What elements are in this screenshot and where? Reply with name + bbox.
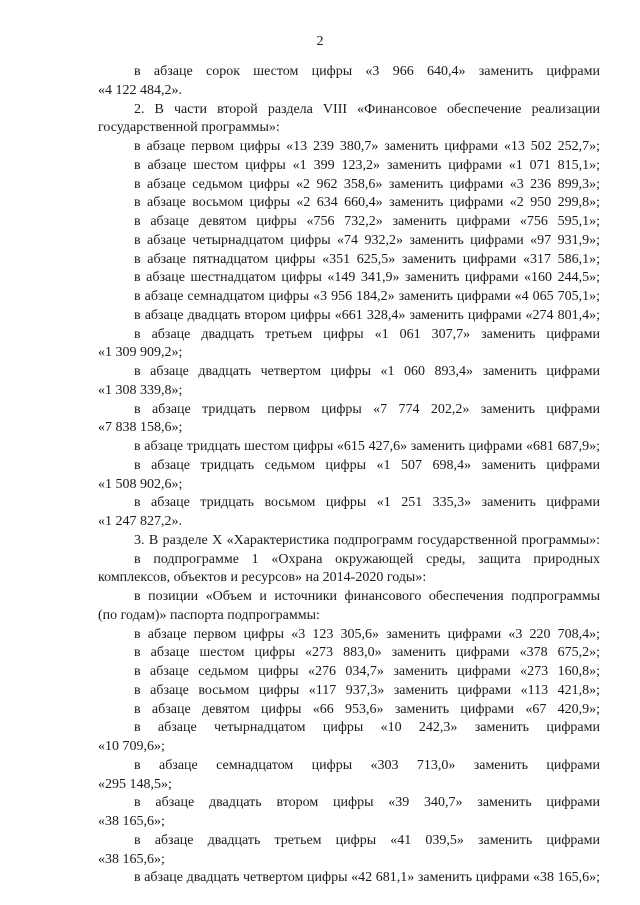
text-line: в абзаце сорок шестом цифры «3 966 640,4» заменить цифрами (134, 64, 600, 79)
text-line: в абзаце тридцать шестом цифры «615 427,6» заменить цифрами «681 687,9»; (134, 439, 600, 454)
text-line: в абзаце тридцать первом цифры «7 774 202,2» заменить цифрами (134, 401, 600, 417)
text-line: (по годам)» паспорта подпрограммы: (98, 607, 320, 623)
text-line: в подпрограмме 1 «Охрана окружающей среды, защита природных (134, 551, 600, 567)
text-line: в абзаце тридцать восьмом цифры «1 251 335,3» заменить цифрами (134, 495, 600, 511)
text-line: «1 308 339,8»; (98, 382, 183, 398)
text-line: «7 838 158,6»; (98, 420, 183, 436)
page-number: 2 (316, 34, 324, 49)
text-line: 3. В разделе X «Характеристика подпрограмм государственной программы»: (134, 532, 600, 548)
text-line: «10 709,6»; (98, 739, 165, 754)
text-line: в абзаце двадцать третьем цифры «1 061 307,7» заменить цифрами (134, 326, 600, 342)
text-line: в абзаце шестом цифры «273 883,0» заменить цифрами «378 675,2»; (134, 645, 600, 661)
text-line: государственной программы»: (98, 120, 280, 136)
text-line: в абзаце четырнадцатом цифры «74 932,2» заменить цифрами «97 931,9»; (134, 232, 600, 248)
text-line: в абзаце седьмом цифры «2 962 358,6» заменить цифрами «3 236 899,3»; (134, 176, 600, 192)
text-line: в абзаце девятом цифры «756 732,2» заменить цифрами «756 595,1»; (134, 214, 600, 229)
text-line: «38 165,6»; (98, 814, 165, 829)
text-line: в позиции «Объем и источники финансового обеспечения подпрограммы (134, 589, 600, 604)
text-line: в абзаце двадцать четвертом цифры «42 681,1» заменить цифрами «38 165,6»; (134, 870, 600, 886)
text-line: в абзаце четырнадцатом цифры «10 242,3» заменить цифрами (134, 720, 600, 736)
text-line: в абзаце двадцать втором цифры «39 340,7» заменить цифрами (134, 795, 600, 811)
text-line: 2. В части второй раздела VIII «Финансовое обеспечение реализации (134, 101, 600, 117)
text-line: в абзаце двадцать втором цифры «661 328,4» заменить цифрами «274 801,4»; (134, 307, 600, 323)
text-line: в абзаце шестом цифры «1 399 123,2» заменить цифрами «1 071 815,1»; (134, 157, 600, 173)
text-line: «295 148,5»; (98, 776, 172, 792)
text-line: в абзаце седьмом цифры «276 034,7» заменить цифрами «273 160,8»; (134, 664, 600, 679)
text-line: в абзаце двадцать четвертом цифры «1 060 893,4» заменить цифрами (134, 364, 600, 379)
text-line: в абзаце первом цифры «13 239 380,7» заменить цифрами «13 502 252,7»; (134, 139, 600, 154)
text-line: «4 122 484,2». (98, 82, 182, 98)
text-line: в абзаце первом цифры «3 123 305,6» заменить цифрами «3 220 708,4»; (134, 626, 600, 642)
text-line: в абзаце семнадцатом цифры «3 956 184,2» заменить цифрами «4 065 705,1»; (134, 289, 600, 304)
text-line: «1 247 827,2». (98, 514, 182, 529)
text-line: в абзаце восьмом цифры «117 937,3» заменить цифрами «113 421,8»; (134, 682, 600, 698)
text-line: «1 508 902,6»; (98, 476, 183, 492)
document-body (98, 63, 600, 888)
text-line: «1 309 909,2»; (98, 345, 183, 361)
text-line: в абзаце тридцать седьмом цифры «1 507 698,4» заменить цифрами (134, 457, 600, 473)
text-line: «38 165,6»; (98, 851, 165, 867)
text-line: в абзаце девятом цифры «66 953,6» заменить цифрами «67 420,9»; (134, 701, 600, 717)
text-line: в абзаце пятнадцатом цифры «351 625,5» заменить цифрами «317 586,1»; (134, 251, 600, 267)
text-line: в абзаце двадцать третьем цифры «41 039,5» заменить цифрами (134, 832, 600, 848)
text-line: в абзаце семнадцатом цифры «303 713,0» заменить цифрами (134, 757, 600, 773)
text-line: в абзаце восьмом цифры «2 634 660,4» заменить цифрами «2 950 299,8»; (134, 195, 600, 211)
text-line: комплексов, объектов и ресурсов» на 2014-2020 годы»: (98, 570, 427, 586)
text-line: в абзаце шестнадцатом цифры «149 341,9» заменить цифрами «160 244,5»; (134, 270, 600, 286)
